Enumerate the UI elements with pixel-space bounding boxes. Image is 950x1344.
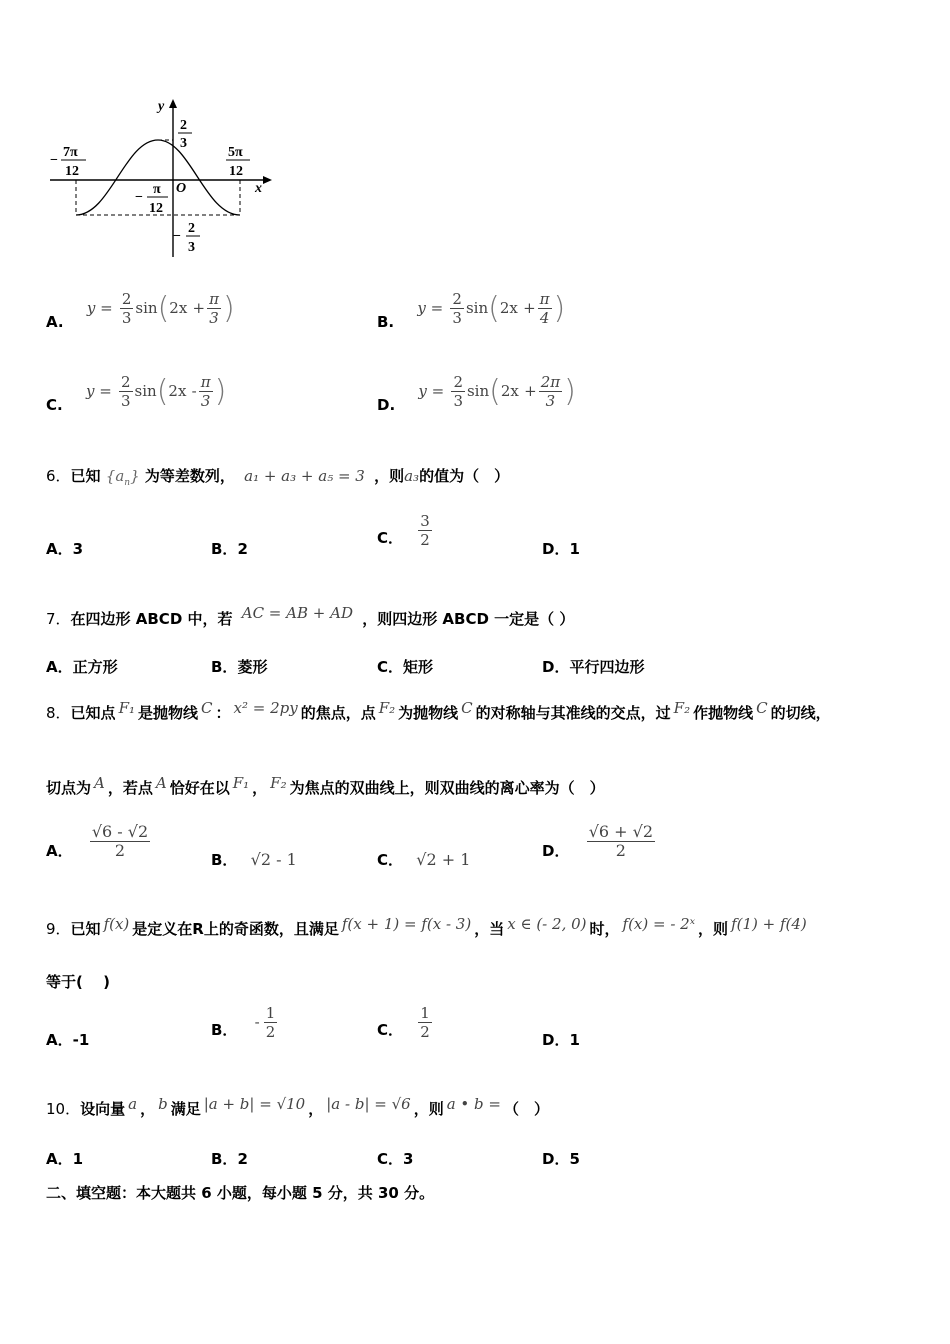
left-den: 12 [65,164,79,179]
right-num: 5π [228,145,243,160]
q10-line1-segment-7: |a - b| = √6 [326,1095,411,1113]
q8-line1-content [70,699,831,722]
q8-stem-line1: 8．已知点 F₁ 是抛物线 C ： x² = 2py 的焦点，点 F₂ 为抛物线 C 的对称轴与其准线的交点，过 F₂ 作抛物线 C 的切线， [46,699,831,722]
q10-option-b[interactable]: B．2 [211,1150,248,1168]
q9-line1-segment-2: 是定义在 [132,920,193,938]
q9-option-c[interactable]: C． $\frac{1}{2}$ [377,1004,430,1041]
q8-line1-segment-1: F₁ [118,699,135,717]
q9-option-b[interactable]: B． - $\frac{1}{2}$ [211,1004,276,1041]
q8-option-c[interactable]: C． √2 + 1 [377,850,471,869]
q8-line1-segment-13: C [756,699,768,717]
q7-option-a[interactable]: A．正方形 [46,658,118,676]
q5-option-a[interactable]: A. y = $\frac{2}{3}$ sin(2x + $\frac{\pi}{3}$ ) [46,290,235,331]
q9-line1-segment-7: x ∈ (- 2, 0) [507,915,587,933]
q8-option-d[interactable]: D． $\frac{√6 + √2}{2}$ [542,822,654,860]
mid-sign: − [135,190,143,205]
q9-line1-segment-11: f(1) + f(4) [731,915,807,933]
left-num: 7π [63,145,78,160]
q5-option-d[interactable]: D. y = $\frac{2}{3}$ sin(2x + $\frac{2\pi}{3}$ ) [377,373,576,414]
q10-line1-segment-1: a [128,1095,138,1113]
q8-line1-segment-7: F₂ [378,699,396,717]
mid-num: π [153,182,161,197]
y-axis-label: y [158,99,165,114]
q8-line2-segment-6: ， [252,779,268,797]
q8-line2-segment-8: 为焦点的双曲线上，则双曲线的离心率为（ ） [289,779,605,797]
q8-option-b[interactable]: B． √2 - 1 [211,850,297,869]
q10-line1-segment-10: （ ） [503,1100,549,1118]
q10-line1-content [80,1095,549,1118]
q9-line1-content [70,915,810,938]
y-bot-sign: − [173,229,181,244]
q10-option-a[interactable]: A．1 [46,1150,84,1168]
q9-line1-segment-8: 时， [589,920,620,938]
q9-line1-segment-6: ，当 [474,920,505,938]
q8-line1-segment-4: ： [215,704,231,722]
q5-option-b[interactable]: B. y = $\frac{2}{3}$ sin(2x + $\frac{\pi}{4}$ ) [377,290,566,331]
q7-option-c[interactable]: C．矩形 [377,658,434,676]
q6-option-b[interactable]: B．2 [211,540,248,558]
q6-option-c[interactable]: C． $\frac{3}{2}$ [377,512,430,549]
q10-line1-segment-2: ， [140,1100,156,1118]
q9-line1-segment-4: 上的奇函数，且满足 [203,920,339,938]
q10-option-d[interactable]: D．5 [542,1150,580,1168]
y-axis-arrow-icon [169,99,177,108]
x-axis-arrow-icon [263,176,272,184]
q8-line1-segment-11: F₂ [673,699,691,717]
q6-stem: 6．已知 $\{a_n\}$ 为等差数列， a₁ + a₃ + a₅ = 3 ，则a₃的值为（ ） [46,467,510,488]
section-2-heading: 二、填空题：本大题共 6 小题，每小题 5 分，共 30 分。 [46,1184,435,1202]
q8-option-a[interactable]: A． $\frac{√6 - √2}{2}$ [46,822,149,860]
x-axis-label: x [255,181,262,196]
q9-line1-segment-0: 已知 [70,920,101,938]
q8-line1-segment-3: C [201,699,213,717]
q10-line1-segment-3: b [158,1095,168,1113]
origin-label: O [176,181,187,196]
q8-line1-segment-12: 作抛物线 [693,704,754,722]
q8-line2-segment-5: F₁ [232,774,250,792]
q9-option-a[interactable]: A．-1 [46,1031,90,1049]
q10-line1-segment-0: 设向量 [80,1100,126,1118]
q8-line1-segment-5: x² = 2py [233,699,298,717]
q8-line1-segment-0: 已知点 [70,704,116,722]
q5-option-c[interactable]: C. y = $\frac{2}{3}$ sin(2x - $\frac{\pi}{3}$ ) [46,373,227,414]
y-bot-den: 3 [188,240,195,255]
q8-line2-segment-3: A [155,774,167,792]
q6-option-a[interactable]: A．3 [46,540,84,558]
q7-option-d[interactable]: D．平行四边形 [542,658,645,676]
mid-den: 12 [149,201,163,216]
q8-line1-segment-6: 的焦点，点 [300,704,376,722]
q8-line2-segment-2: ，若点 [107,779,153,797]
q9-option-d[interactable]: D．1 [542,1031,580,1049]
q9-line1-segment-10: ，则 [698,920,729,938]
q8-line1-segment-8: 为抛物线 [398,704,459,722]
q6-option-d[interactable]: D．1 [542,540,580,558]
q9-stem-line1: 9．已知 f(x) 是定义在R上的奇函数，且满足 f(x + 1) = f(x - 3) ，当 x ∈ (- 2, 0) 时， f(x) = - 2ˣ ，则 f(1) + f(4) [46,918,810,939]
sine-graph-figure [40,95,280,260]
q8-line2-segment-1: A [94,774,105,792]
q8-stem-line2 [46,774,605,798]
q8-line1-segment-14: 的切线， [770,704,831,722]
q9-line1-segment-9: f(x) = - 2ˣ [622,915,696,933]
q10-line1-segment-6: ， [308,1100,324,1118]
q7-stem: 7．在四边形 ABCD 中，若 AC = AB + AD ，则四边形 ABCD 一定是（ ） [46,604,575,628]
q9-line1-segment-5: f(x + 1) = f(x - 3) [341,915,472,933]
q7-option-b[interactable]: B．菱形 [211,658,268,676]
q8-line1-segment-10: 的对称轴与其准线的交点，过 [475,704,671,722]
q9-line1-segment-3: R [192,920,204,938]
q8-line1-segment-2: 是抛物线 [137,704,198,722]
left-sign: − [50,153,58,168]
q8-line2-segment-7: F₂ [270,774,287,792]
q10-line1-segment-4: 满足 [170,1100,201,1118]
y-bot-num: 2 [188,221,195,236]
q9-line1-segment-1: f(x) [103,915,130,933]
right-den: 12 [229,164,243,179]
q8-line2-segment-0: 切点为 [46,779,92,797]
y-top-num: 2 [180,118,187,133]
q9-stem-line2: 等于( ) [46,973,110,991]
q10-option-c[interactable]: C．3 [377,1150,414,1168]
q10-line1-segment-9: a • b = [446,1095,501,1113]
q10-line1-segment-5: |a + b| = √10 [203,1095,306,1113]
q8-line2-segment-4: 恰好在以 [169,779,230,797]
y-top-den: 3 [180,136,187,151]
q8-line1-segment-9: C [461,699,473,717]
q10-line1-segment-8: ，则 [413,1100,444,1118]
q10-stem: 10．设向量 a ， b 满足 |a + b| = √10 ， |a - b| = √6 ，则 a • b = （ ） [46,1095,549,1118]
